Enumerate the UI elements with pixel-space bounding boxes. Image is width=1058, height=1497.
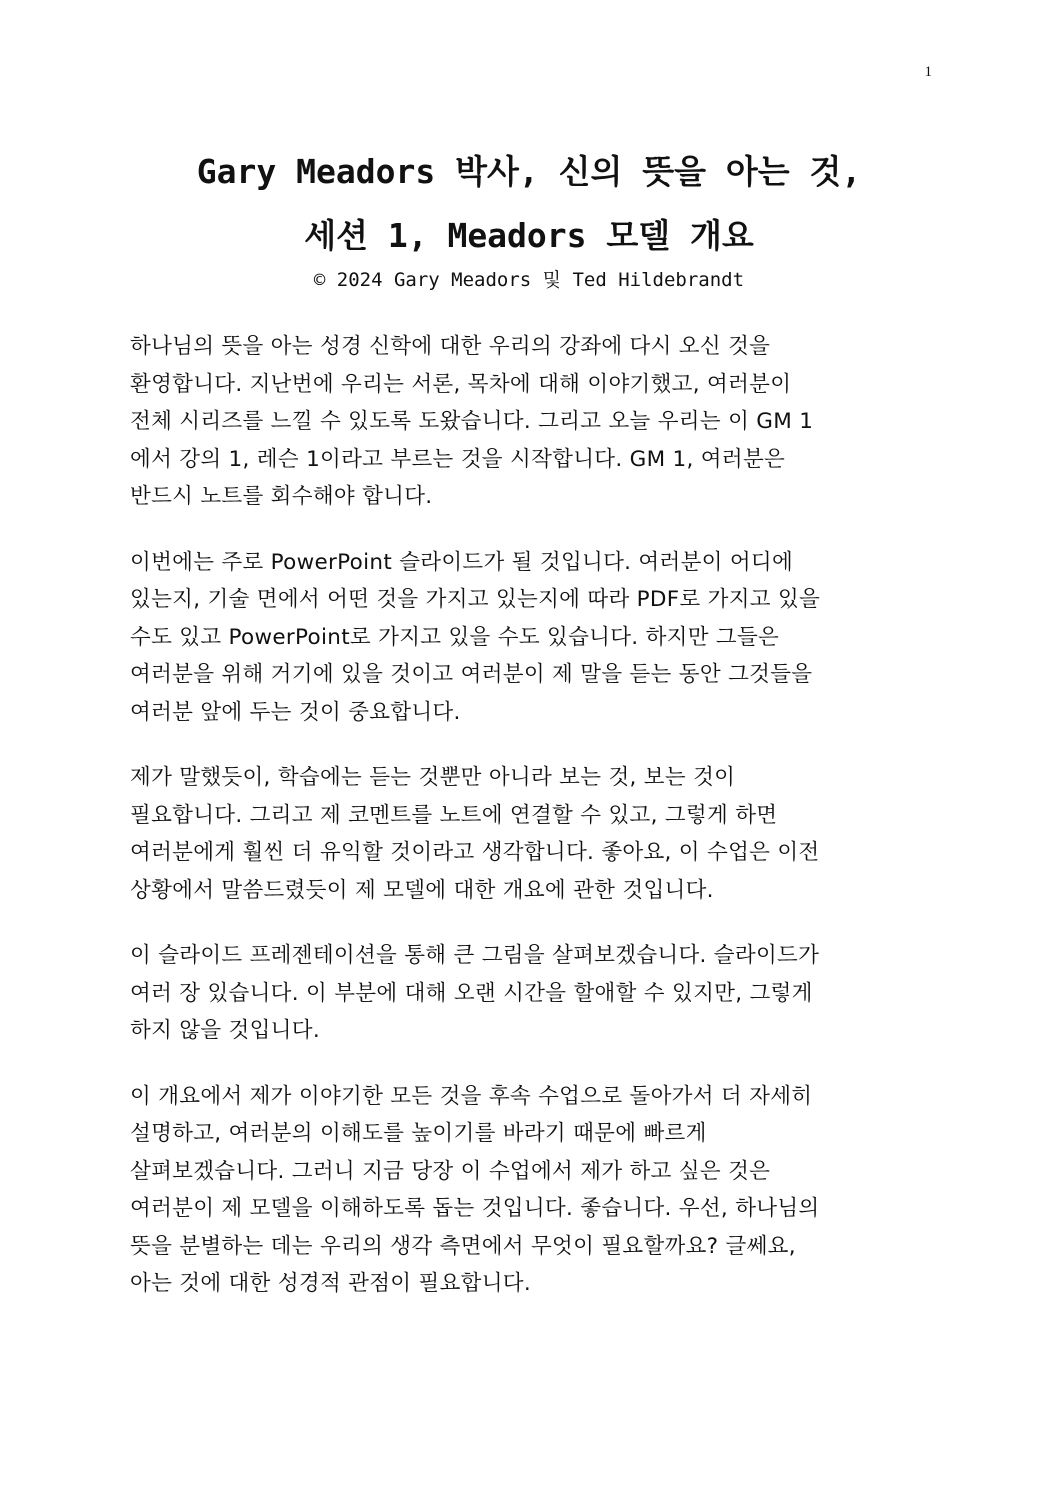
- document-title: [100, 140, 958, 268]
- paragraph: [130, 759, 930, 909]
- page-number: 1: [924, 64, 932, 80]
- title-line: Gary Meadors 박사, 신의 뜻을 아는 것,: [196, 152, 862, 191]
- text-line: 여러 장 있습니다. 이 부분에 대해 오랜 시간을 할애할 수 있지만, 그렇게: [130, 980, 813, 1006]
- text-line: 제가 말했듯이, 학습에는 듣는 것뿐만 아니라 보는 것, 보는 것이: [130, 765, 736, 790]
- text-line: 하나님의 뜻을 아는 성경 신학에 대한 우리의 강좌에 다시 오신 것을: [130, 334, 771, 359]
- text-line: 반드시 노트를 회수해야 합니다.: [130, 484, 433, 509]
- text-line: 설명하고, 여러분의 이해도를 높이기를 바라기 때문에 빠르게: [130, 1121, 707, 1146]
- text-line: 하지 않을 것입니다.: [130, 1018, 320, 1043]
- text-line: 있는지, 기술 면에서 어떤 것을 가지고 있는지에 따라 PDF로 가지고 있을: [130, 587, 821, 612]
- text-line: 뜻을 분별하는 데는 우리의 생각 측면에서 무엇이 필요할까요? 글쎄요,: [130, 1233, 796, 1259]
- paragraph: [130, 1078, 930, 1303]
- title-line: 세션 1, Meadors 모델 개요: [304, 216, 754, 255]
- text-line: 여러분을 위해 거기에 있을 것이고 여러분이 제 말을 듣는 동안 그것들을: [130, 662, 813, 687]
- text-line: 에서 강의 1, 레슨 1이라고 부르는 것을 시작합니다. GM 1, 여러분은: [130, 446, 786, 472]
- text-line: 필요합니다. 그리고 제 코멘트를 노트에 연결할 수 있고, 그렇게 하면: [130, 802, 778, 828]
- text-line: 살펴보겠습니다. 그러니 지금 당장 이 수업에서 제가 하고 싶은 것은: [130, 1158, 771, 1184]
- text-line: 이번에는 주로 PowerPoint 슬라이드가 될 것입니다. 여러분이 어디에: [130, 549, 794, 575]
- text-line: 이 슬라이드 프레젠테이션을 통해 큰 그림을 살펴보겠습니다. 슬라이드가: [130, 943, 820, 968]
- text-line: 전체 시리즈를 느낄 수 있도록 도왔습니다. 그리고 오늘 우리는 이 GM 1: [130, 409, 814, 434]
- paragraph: [130, 544, 930, 732]
- text-line: 수도 있고 PowerPoint로 가지고 있을 수도 있습니다. 하지만 그들은: [130, 624, 780, 650]
- text-line: 여러분이 제 모델을 이해하도록 돕는 것입니다. 좋습니다. 우선, 하나님의: [130, 1196, 820, 1221]
- document-body: [130, 328, 930, 1331]
- text-line: 이 개요에서 제가 이야기한 모든 것을 후속 수업으로 돌아가서 더 자세히: [130, 1083, 813, 1109]
- copyright-notice: © 2024 Gary Meadors 및 Ted Hildebrandt: [313, 269, 745, 291]
- text-line: 환영합니다. 지난번에 우리는 서론, 목차에 대해 이야기했고, 여러분이: [130, 371, 792, 397]
- paragraph: [130, 937, 930, 1050]
- text-line: 아는 것에 대한 성경적 관점이 필요합니다.: [130, 1271, 531, 1296]
- text-line: 여러분 앞에 두는 것이 중요합니다.: [130, 699, 461, 725]
- text-line: 여러분에게 훨씬 더 유익할 것이라고 생각합니다. 좋아요, 이 수업은 이전: [130, 840, 820, 865]
- paragraph: [130, 328, 930, 516]
- text-line: 상황에서 말씀드렸듯이 제 모델에 대한 개요에 관한 것입니다.: [130, 877, 714, 903]
